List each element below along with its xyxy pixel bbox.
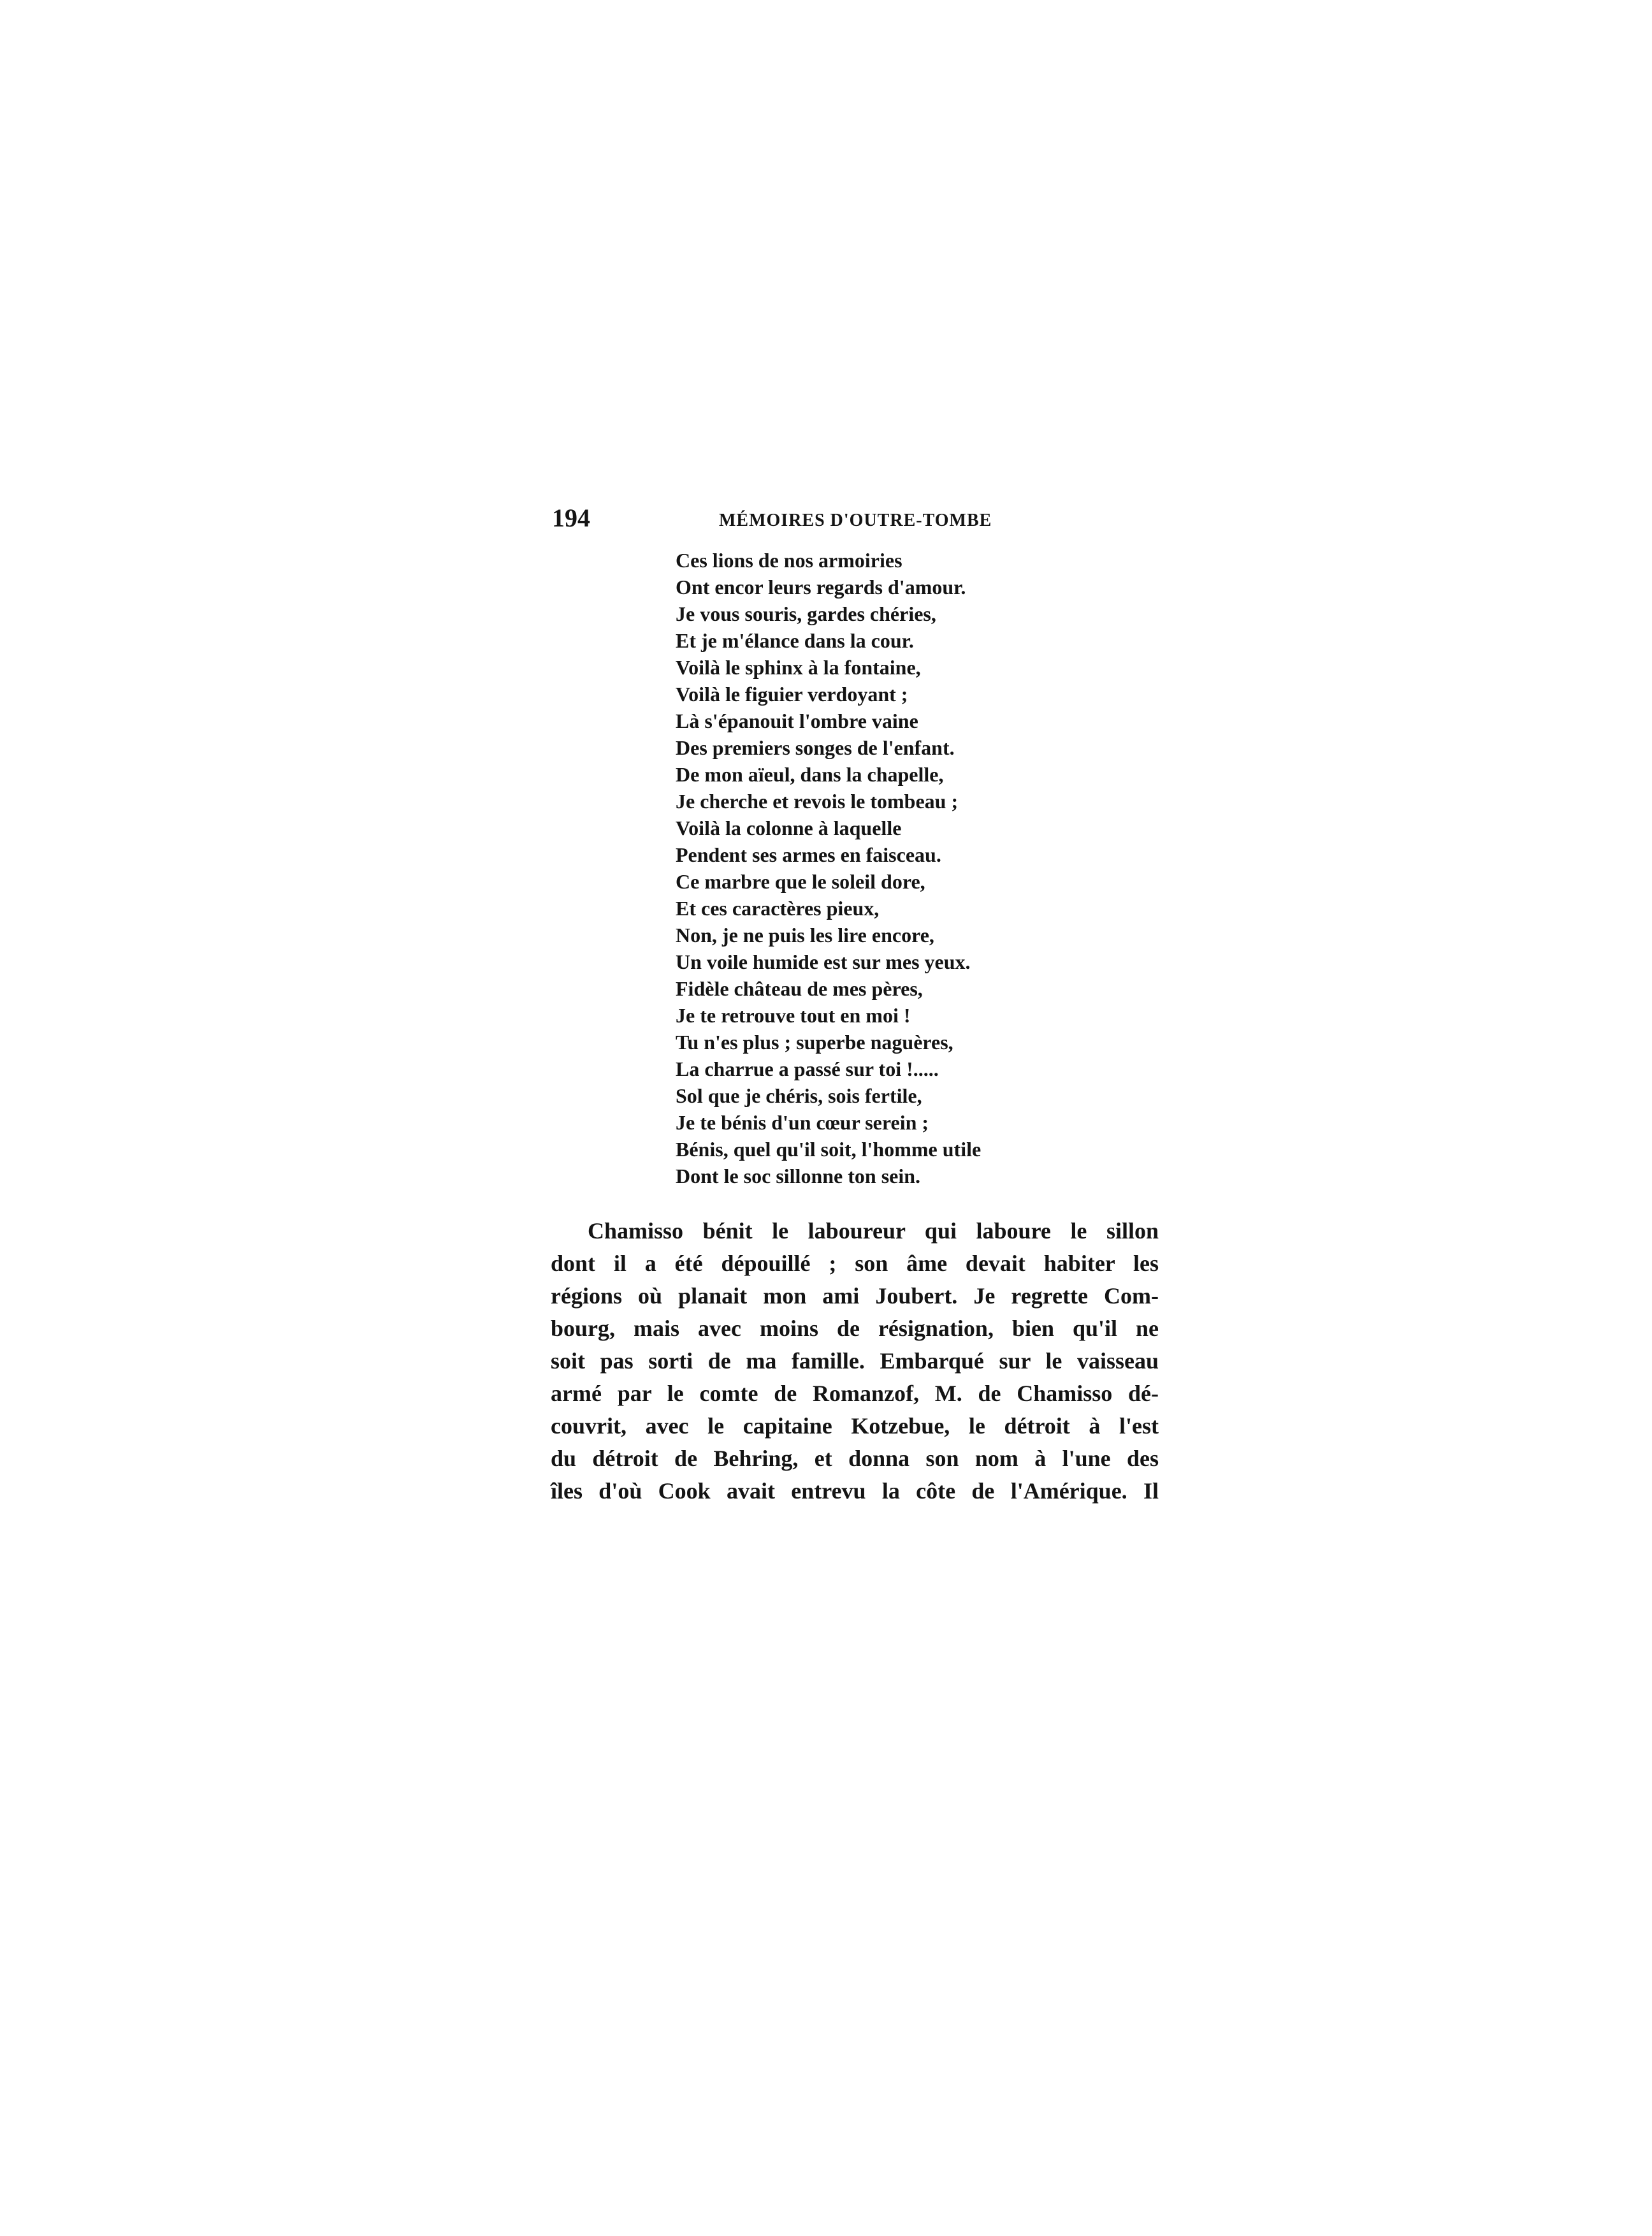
poem-line: Un voile humide est sur mes yeux. xyxy=(676,950,971,973)
poem-line: Bénis, quel qu'il soit, l'homme utile xyxy=(676,1138,982,1161)
paragraph-line: îles d'où Cook avait entrevu la côte de l'Amérique. Il xyxy=(551,1478,1159,1504)
poem-line: Je cherche et revois le tombeau ; xyxy=(676,790,959,813)
poem-line: Des premiers songes de l'enfant. xyxy=(676,736,955,759)
body-paragraph xyxy=(551,1215,1159,1507)
paragraph-line: Chamisso bénit le laboureur qui laboure le sillon xyxy=(588,1218,1159,1244)
poem-line: Je te retrouve tout en moi ! xyxy=(676,1004,911,1027)
paragraph-line: régions où planait mon ami Joubert. Je regrette Com- xyxy=(551,1283,1159,1309)
poem-line: De mon aïeul, dans la chapelle, xyxy=(676,763,944,786)
poem-line: Voilà le figuier verdoyant ; xyxy=(676,683,908,706)
paragraph-line: soit pas sorti de ma famille. Embarqué sur le vaisseau xyxy=(551,1348,1159,1374)
paragraph-line: du détroit de Behring, et donna son nom à l'une des xyxy=(551,1446,1159,1471)
poem-line: Pendent ses armes en faisceau. xyxy=(676,843,941,866)
poem-line: Là s'épanouit l'ombre vaine xyxy=(676,709,918,732)
poem-line: Sol que je chéris, sois fertile, xyxy=(676,1084,922,1107)
poem xyxy=(676,547,981,1189)
poem-line: Voilà la colonne à laquelle xyxy=(676,817,902,839)
page-number: 194 xyxy=(552,504,590,532)
poem-line: Fidèle château de mes pères, xyxy=(676,977,923,1000)
poem-line: Non, je ne puis les lire encore, xyxy=(676,924,934,947)
poem-line: Ont encor leurs regards d'amour. xyxy=(676,576,966,599)
poem-line: Ce marbre que le soleil dore, xyxy=(676,870,925,893)
poem-line: Et ces caractères pieux, xyxy=(676,897,880,920)
poem-line: La charrue a passé sur toi !..... xyxy=(676,1057,939,1080)
poem-line: Tu n'es plus ; superbe naguères, xyxy=(676,1031,953,1054)
poem-line: Je te bénis d'un cœur serein ; xyxy=(676,1111,929,1134)
paragraph-line: bourg, mais avec moins de résignation, bien qu'il ne xyxy=(551,1316,1159,1341)
poem-line: Je vous souris, gardes chéries, xyxy=(676,602,936,625)
poem-line: Et je m'élance dans la cour. xyxy=(676,629,914,652)
running-title: MÉMOIRES D'OUTRE-TOMBE xyxy=(719,511,992,530)
poem-line: Voilà le sphinx à la fontaine, xyxy=(676,656,921,679)
paragraph-line: dont il a été dépouillé ; son âme devait habiter les xyxy=(551,1251,1159,1276)
poem-line: Ces lions de nos armoiries xyxy=(676,549,902,572)
poem-line: Dont le soc sillonne ton sein. xyxy=(676,1165,921,1187)
paragraph-line: armé par le comte de Romanzof, M. de Chamisso dé- xyxy=(551,1381,1159,1406)
paragraph-line: couvrit, avec le capitaine Kotzebue, le détroit à l'est xyxy=(551,1413,1159,1439)
